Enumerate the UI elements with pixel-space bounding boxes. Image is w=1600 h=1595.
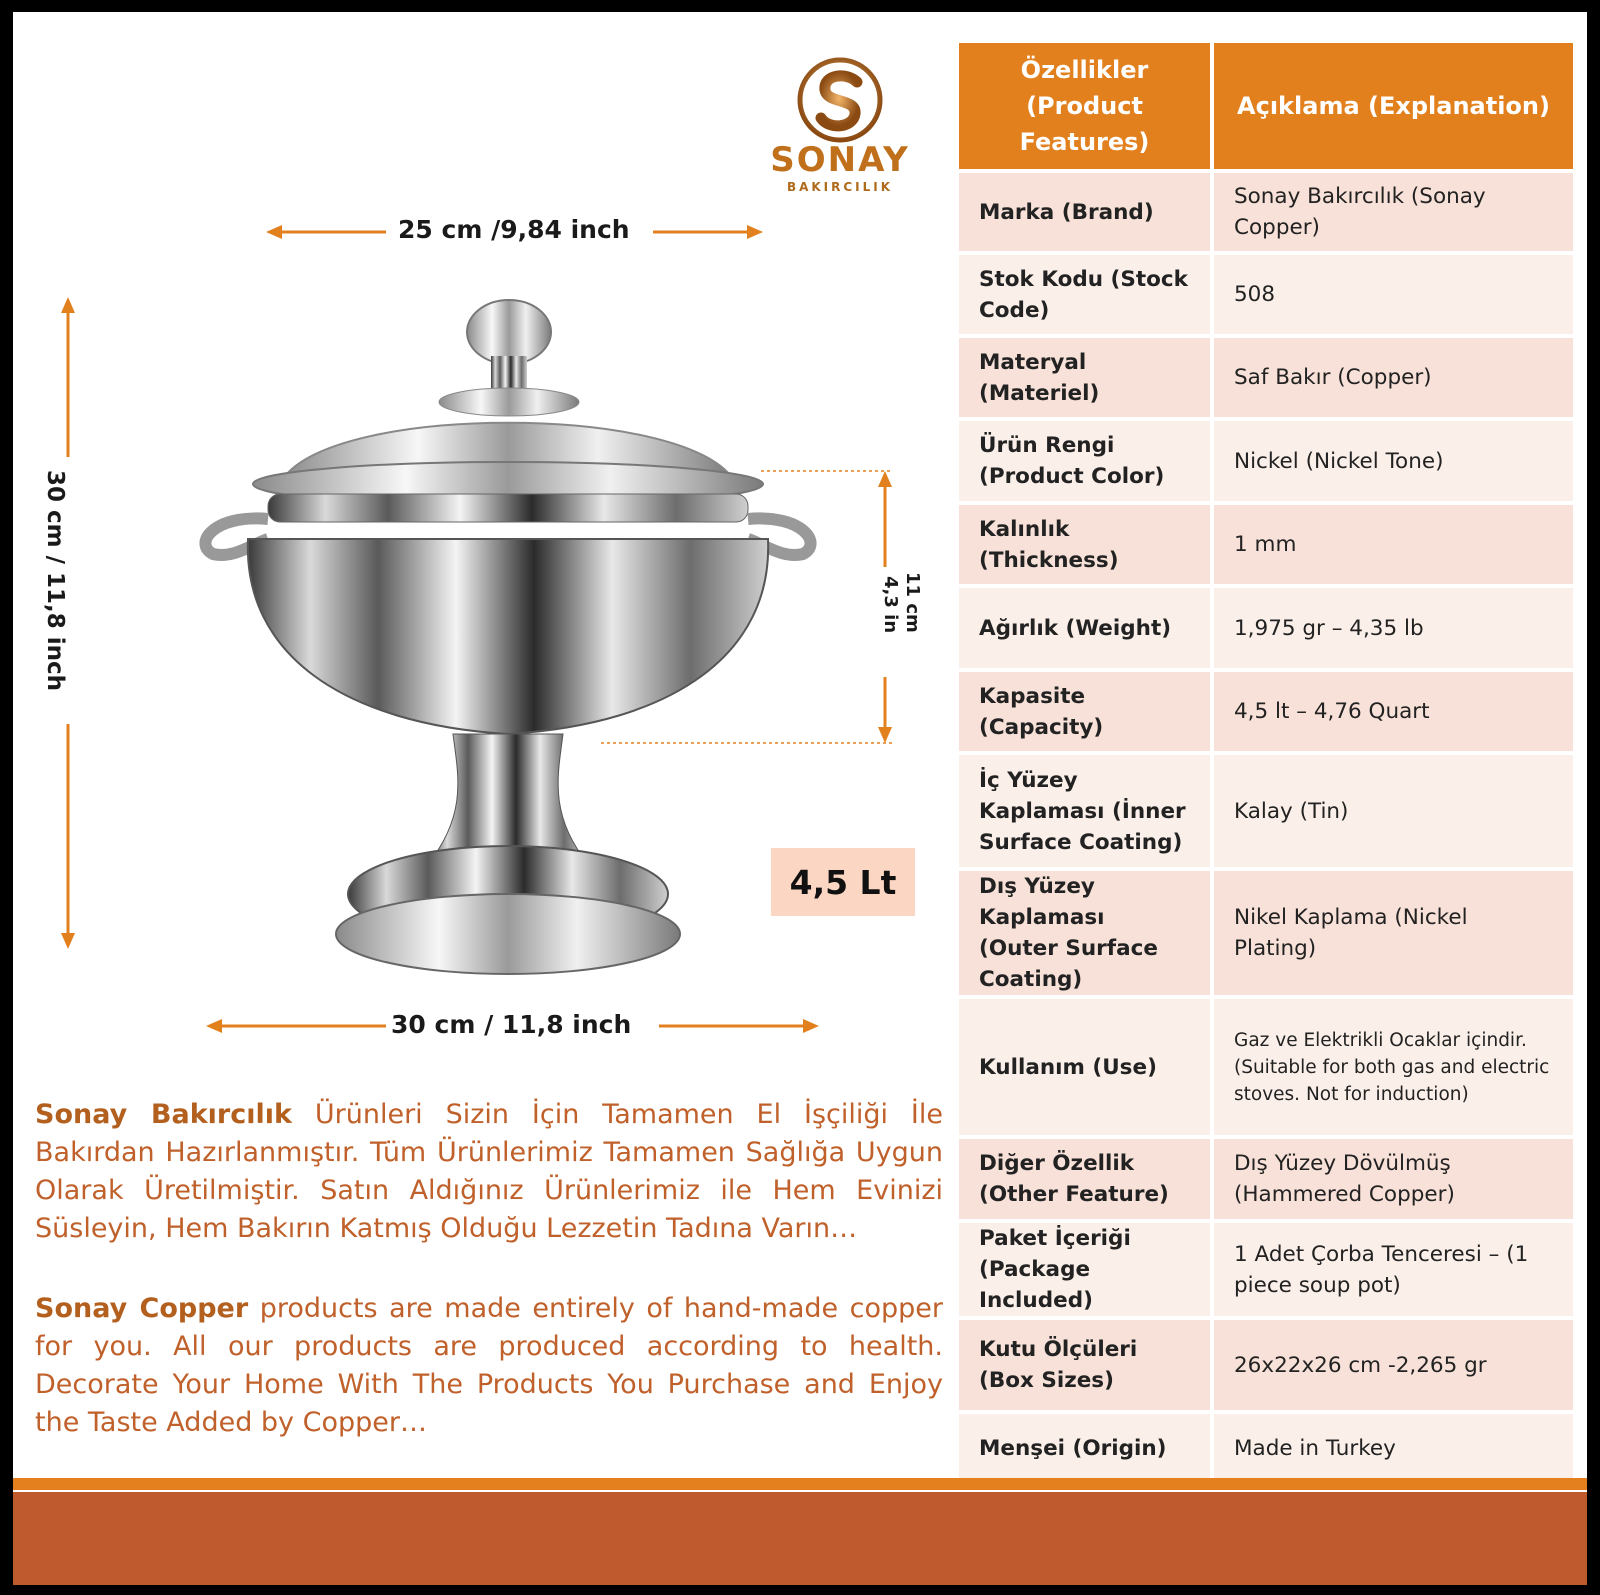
row-value: 1,975 gr – 4,35 lb (1212, 586, 1575, 670)
table-row (957, 869, 1575, 997)
description-tr-text: Ürünleri Sizin İçin Tamamen El İşçiliği İle Bakırdan Hazırlanmıştır. Tüm Ürünlerimiz Tamamen Sağlığa Uygun Olarak Üretilmiştir. Satın Aldığınız Ürünlerimiz ile Hem Evinizi Süsleyin, Hem Bakırın Katmış Olduğu Lezzetin Tadına Varın… (35, 1099, 943, 1244)
description-english (35, 1290, 943, 1442)
row-key: İç Yüzey Kaplaması (İnner Surface Coating) (957, 753, 1212, 869)
spec-table (955, 39, 1577, 1486)
table-row (957, 336, 1575, 419)
table-row (957, 753, 1575, 869)
table-row (957, 1137, 1575, 1221)
row-value: 1 mm (1212, 503, 1575, 586)
row-value: Sonay Bakırcılık (Sonay Copper) (1212, 171, 1575, 253)
row-key: Ürün Rengi (Product Color) (957, 419, 1212, 503)
row-key: Kalınlık (Thickness) (957, 503, 1212, 586)
table-row (957, 997, 1575, 1137)
row-key: Stok Kodu (Stock Code) (957, 253, 1212, 336)
header-features: Özellikler (Product Features) (957, 41, 1212, 171)
footer-band (13, 1492, 1587, 1585)
row-key: Menşei (Origin) (957, 1412, 1212, 1484)
soup-pot-image (173, 294, 873, 1014)
row-value: Gaz ve Elektrikli Ocaklar içindir. (Suitable for both gas and electric stoves. Not for induction) (1212, 997, 1575, 1137)
height-label: 30 cm / 11,8 inch (42, 470, 68, 692)
row-value: 1 Adet Çorba Tenceresi – (1 piece soup pot) (1212, 1221, 1575, 1318)
row-key: Dış Yüzey Kaplaması (Outer Surface Coating) (957, 869, 1212, 997)
row-key: Marka (Brand) (957, 171, 1212, 253)
spec-table-header (957, 41, 1575, 171)
row-key: Kapasite (Capacity) (957, 670, 1212, 753)
bottom-width-label: 30 cm / 11,8 inch (391, 1010, 632, 1039)
body-height-in-label: 4,3 in (880, 576, 901, 634)
brand-name-tr: Sonay Bakırcılık (35, 1099, 292, 1130)
row-value: Nickel (Nickel Tone) (1212, 419, 1575, 503)
logo-wordmark: SONAY (770, 140, 910, 180)
table-row (957, 1412, 1575, 1484)
arrow-down-icon (58, 724, 78, 949)
logo-subtitle: BAKIRCILIK (786, 180, 894, 194)
row-value: Saf Bakır (Copper) (1212, 336, 1575, 419)
row-key: Paket İçeriği (Package Included) (957, 1221, 1212, 1318)
description-en-text: products are made entirely of hand-made copper for you. All our products are produced according to health. Decorate Your Home With The Products You Purchase and Enjoy the Taste Added by Copper… (35, 1293, 943, 1438)
row-value: Nikel Kaplama (Nickel Plating) (1212, 869, 1575, 997)
logo-emblem-icon (765, 52, 915, 144)
table-row (957, 171, 1575, 253)
row-value: Made in Turkey (1212, 1412, 1575, 1484)
brand-name-en: Sonay Copper (35, 1293, 249, 1324)
arrow-right-icon (653, 222, 763, 242)
row-key: Materyal (Materiel) (957, 336, 1212, 419)
row-value: Kalay (Tin) (1212, 753, 1575, 869)
table-row (957, 586, 1575, 670)
arrow-left-icon (206, 1016, 386, 1036)
capacity-badge: 4,5 Lt (771, 848, 915, 916)
row-key: Kutu Ölçüleri (Box Sizes) (957, 1318, 1212, 1412)
row-value: 4,5 lt – 4,76 Quart (1212, 670, 1575, 753)
header-explanation: Açıklama (Explanation) (1212, 41, 1575, 171)
row-key: Ağırlık (Weight) (957, 586, 1212, 670)
arrow-up-icon (58, 297, 78, 457)
top-width-label: 25 cm /9,84 inch (398, 215, 630, 244)
row-value: Dış Yüzey Dövülmüş (Hammered Copper) (1212, 1137, 1575, 1221)
arrow-right-icon (659, 1016, 819, 1036)
row-value: 508 (1212, 253, 1575, 336)
table-row (957, 419, 1575, 503)
footer-stripe (13, 1478, 1587, 1490)
sonay-logo (765, 52, 915, 202)
table-row (957, 253, 1575, 336)
row-value: 26x22x26 cm -2,265 gr (1212, 1318, 1575, 1412)
arrow-left-icon (266, 222, 386, 242)
product-sheet (13, 12, 1587, 1585)
table-row (957, 670, 1575, 753)
table-row (957, 503, 1575, 586)
table-row (957, 1318, 1575, 1412)
row-key: Kullanım (Use) (957, 997, 1212, 1137)
row-key: Diğer Özellik (Other Feature) (957, 1137, 1212, 1221)
table-row (957, 1221, 1575, 1318)
body-height-cm-label: 11 cm (902, 572, 923, 633)
description-turkish (35, 1096, 943, 1248)
